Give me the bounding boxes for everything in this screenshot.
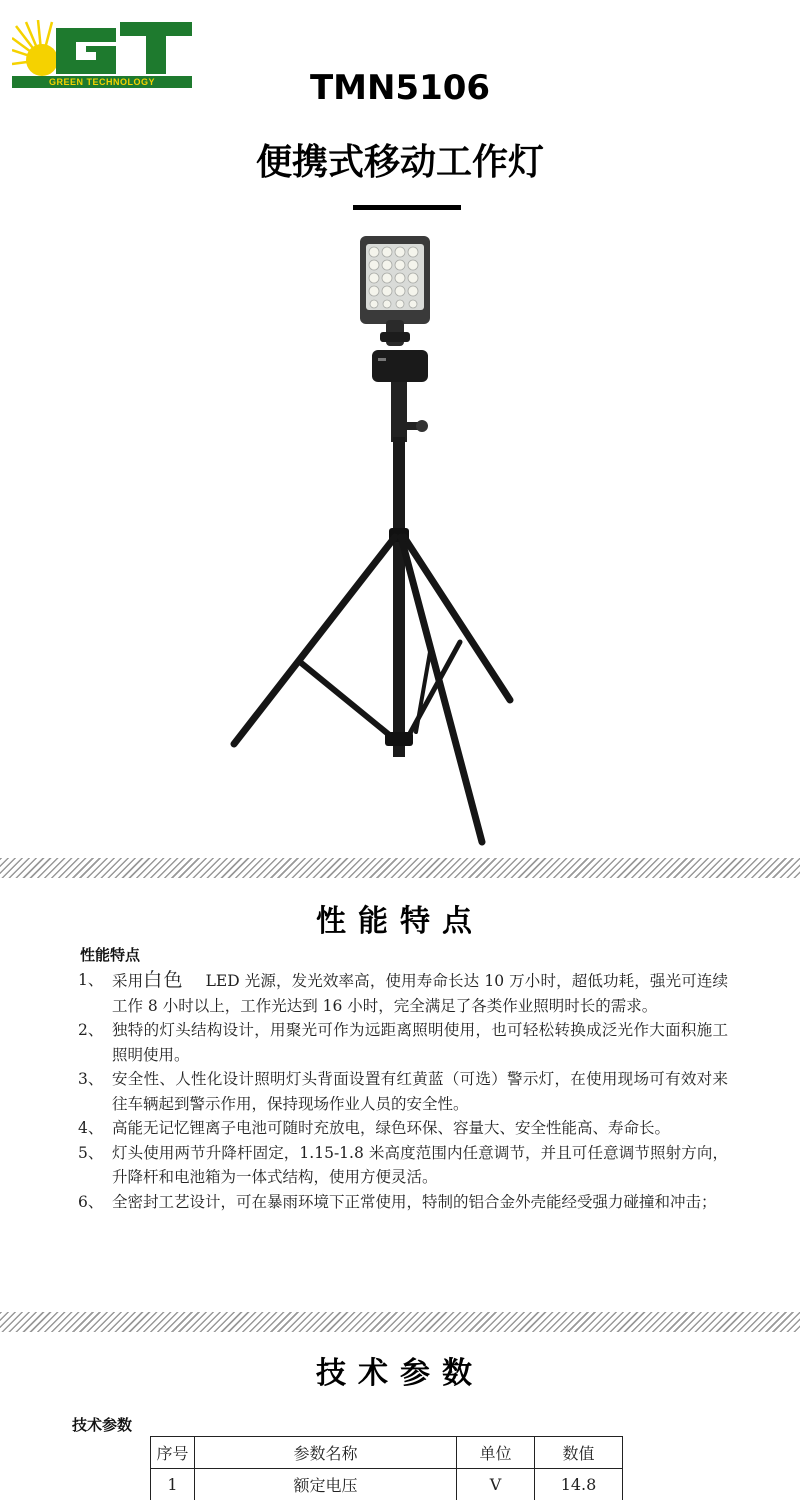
feature-number: 2、 — [78, 1021, 104, 1039]
table-header-cell: 序号 — [151, 1437, 195, 1469]
params-section-title: 技术参数 — [316, 1356, 484, 1391]
feature-number: 4、 — [78, 1119, 104, 1137]
table-header-cell: 数值 — [535, 1437, 623, 1469]
list-item — [78, 1018, 728, 1067]
feature-body: LED 光源，发光效率高，使用寿命长达 10 万小时，超低功耗，强光可连续工作 8 小时以上，工作光达到 16 小时，完全满足了各类作业照明时长的需求。 — [112, 972, 728, 1015]
table-cell: V — [457, 1469, 535, 1500]
feature-number: 3、 — [78, 1070, 104, 1088]
feature-text: 灯头使用两节升降杆固定，1.15-1.8 米高度范围内任意调节，并且可任意调节照射方向，升降杆和电池箱为一体式结构，使用方便灵活。 — [112, 1143, 728, 1186]
feature-lead: 采用 — [112, 972, 144, 990]
list-item — [78, 968, 728, 1018]
hatch-divider — [0, 858, 800, 878]
table-header-cell: 单位 — [457, 1437, 535, 1469]
params-table — [150, 1436, 623, 1500]
list-item — [78, 1141, 728, 1190]
table-header-cell: 参数名称 — [195, 1437, 457, 1469]
feature-number: 1、 — [78, 971, 104, 989]
feature-text: 高能无记忆锂离子电池可随时充放电，绿色环保、容量大、安全性能高、寿命长。 — [112, 1119, 671, 1137]
product-image — [220, 232, 540, 852]
title-underline — [353, 205, 461, 210]
table-cell: 1 — [151, 1469, 195, 1500]
table-row — [151, 1469, 623, 1500]
logo-text: GREEN TECHNOLOGY — [12, 76, 192, 88]
list-item — [78, 1067, 728, 1116]
features-list — [78, 968, 728, 1214]
list-item — [78, 1190, 728, 1215]
product-name: 便携式移动工作灯 — [255, 142, 544, 183]
feature-highlight: 白色 — [143, 969, 184, 991]
params-sub-heading: 技术参数 — [72, 1416, 133, 1434]
feature-text: 全密封工艺设计，可在暴雨环境下正常使用，特制的铝合金外壳能经受强力碰撞和冲击； — [112, 1192, 717, 1211]
feature-number: 6、 — [78, 1192, 104, 1211]
table-cell: 14.8 — [535, 1469, 623, 1500]
table-cell: 额定电压 — [195, 1469, 457, 1500]
feature-number: 5、 — [78, 1143, 104, 1162]
model-number: TMN5106 — [309, 68, 491, 108]
list-item — [78, 1116, 728, 1141]
feature-text: 安全性、人性化设计照明灯头背面设置有红黄蓝（可选）警示灯，在使用现场可有效对来往车辆起到警示作用，保持现场作业人员的安全性。 — [112, 1070, 728, 1113]
table-header-row — [151, 1437, 623, 1469]
feature-text: 独特的灯头结构设计，用聚光可作为远距离照明使用，也可轻松转换成泛光作大面积施工照明使用。 — [112, 1021, 728, 1064]
features-sub-heading: 性能特点 — [80, 946, 141, 964]
features-section-title: 性能特点 — [316, 904, 484, 939]
hatch-divider — [0, 1312, 800, 1332]
feature-text — [112, 968, 728, 1018]
